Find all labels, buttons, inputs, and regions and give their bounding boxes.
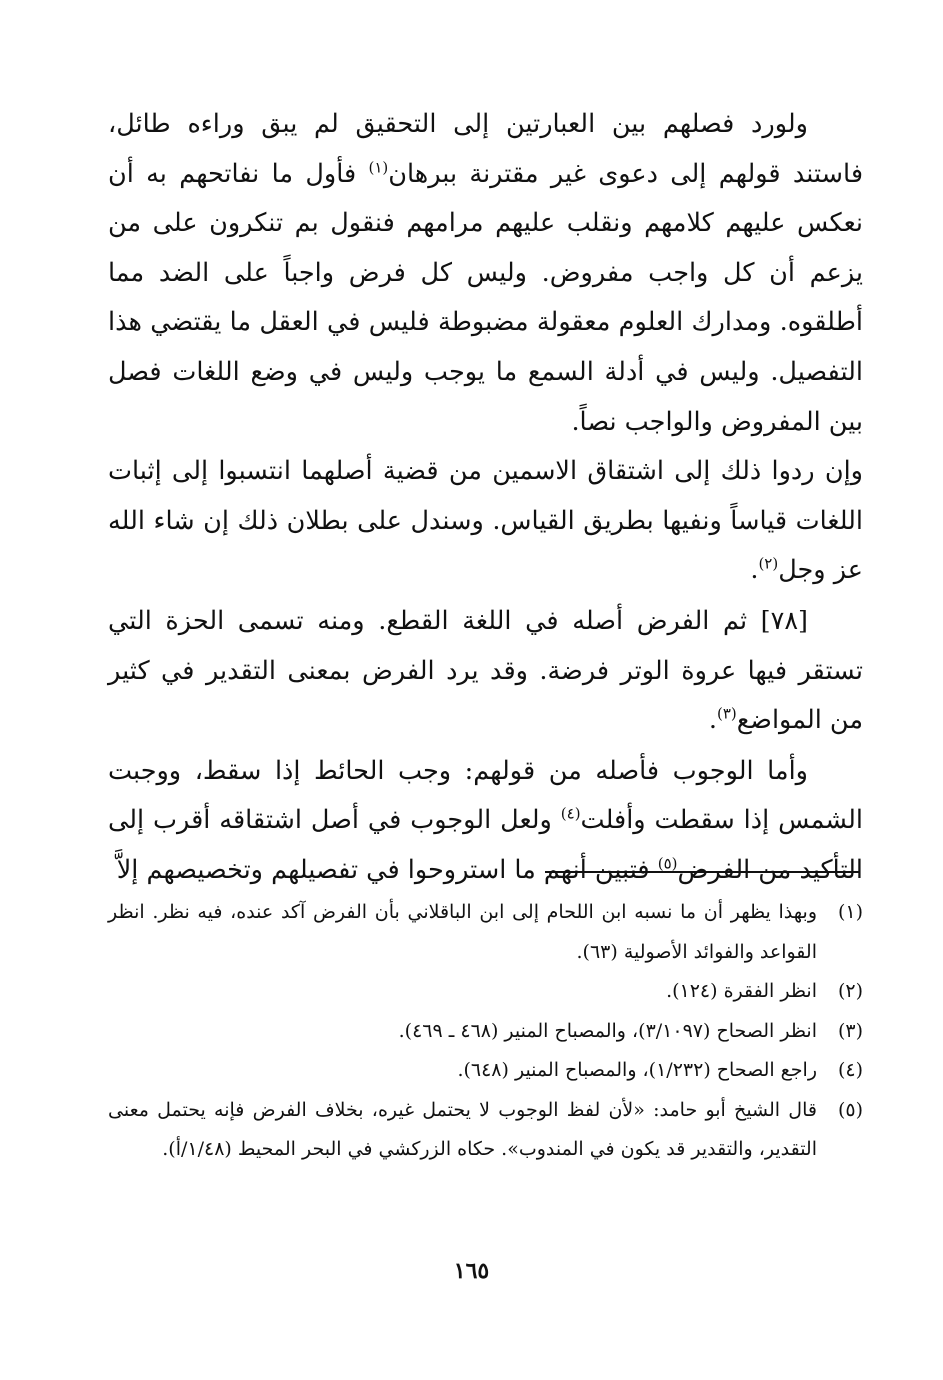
footnote-number: (١) — [837, 901, 863, 923]
footnote-text: قال الشيخ أبو حامد: «لأن لفظ الوجوب لا يحتمل غيره، بخلاف الفرض فإنه يحتمل معنى التقدير، والتقدير قد يكون في المندوب». حكاه الزركشي في البحر المحيط (١/٤٨/أ). — [108, 1098, 817, 1160]
paragraph-3 — [108, 597, 863, 746]
page-number: ١٦٥ — [453, 1258, 490, 1284]
text-run: ولعل الوجوب في أصل اشتقاقه أقرب إلى التأكيد من الفرض — [108, 805, 863, 885]
text-run: فأول ما نفاتحهم به أن نعكس عليهم كلامهم ونقلب عليهم مرامهم فنقول بم تنكرون على من يزعم أن كل واجب مفروض. وليس كل فرض واجباً على الضد مما أطلقوه. ومدارك العلوم معقولة مضبوطة فليس في العقل ما يقتضي هذا التفصيل. وليس في أدلة السمع ما يوجب وليس في وضع اللغات فصل بين المفروض والواجب نصاً. — [108, 158, 863, 437]
footnotes — [108, 893, 863, 1170]
footnote-separator — [545, 871, 860, 873]
footnote-ref-2[interactable]: (٢) — [758, 554, 779, 573]
footnote-text: راجع الصحاح (١/٢٣٢)، والمصباح المنير (٦٤٨). — [457, 1059, 817, 1081]
footnote-text: انظر الصحاح (٣/١٠٩٧)، والمصباح المنير (٤٦٨ ـ ٤٦٩). — [398, 1019, 817, 1042]
paragraph-1 — [108, 100, 863, 447]
footnote-4 — [108, 1051, 863, 1091]
paragraph-2 — [108, 447, 863, 596]
text-run: ولورد فصلهم بين العبارتين إلى التحقيق لم يبق وراءه طائل، فاستند قولهم إلى دعوى غير مقترنة ببرهان — [108, 109, 864, 189]
text-run: [٧٨] ثم الفرض أصله في اللغة القطع. ومنه تسمى الحزة التي تستقر فيها عروة الوتر فرضة. وقد يرد الفرض بمعنى التقدير في كثير من المواضع — [108, 605, 863, 736]
text-run: وإن ردوا ذلك إلى اشتقاق الاسمين من قضية أصلهما انتسبوا إلى إثبات اللغات قياساً ونفيها بطريق القياس. وسندل على بطلان ذلك إن شاء الله عز وجل — [108, 456, 863, 586]
text-run: وأما الوجوب فأصله من قولهم: وجب الحائط إذا سقط، ووجبت الشمس إذا سقطت وأفلت — [108, 755, 863, 836]
text-run: فتبين أنهم ما استروحوا في تفصيلهم وتخصيصهم إلاَّ — [116, 854, 658, 885]
footnote-number: (٣) — [837, 1019, 863, 1042]
footnote-number: (٢) — [837, 980, 863, 1002]
main-text — [108, 100, 863, 896]
paragraph-4 — [108, 747, 863, 896]
text-run: . — [750, 555, 759, 586]
footnote-ref-4[interactable]: (٤) — [560, 804, 581, 823]
footnote-1 — [108, 893, 863, 972]
footnote-ref-5[interactable]: (٥) — [657, 854, 678, 873]
footnote-5 — [108, 1091, 863, 1170]
footnote-ref-1[interactable]: (١) — [368, 158, 389, 177]
footnote-number: (٥) — [837, 1098, 863, 1121]
footnote-number: (٤) — [837, 1059, 863, 1081]
footnote-text: وبهذا يظهر أن ما نسبه ابن اللحام إلى ابن الباقلاني بأن الفرض آكد عنده، فيه نظر. انظر القواعد والفوائد الأصولية (٦٣). — [108, 901, 817, 963]
footnote-3 — [108, 1012, 863, 1052]
footnote-text: انظر الفقرة (١٢٤). — [666, 980, 817, 1002]
footnote-ref-3[interactable]: (٣) — [716, 704, 737, 723]
text-run: . — [708, 705, 717, 736]
footnote-2 — [108, 972, 863, 1012]
